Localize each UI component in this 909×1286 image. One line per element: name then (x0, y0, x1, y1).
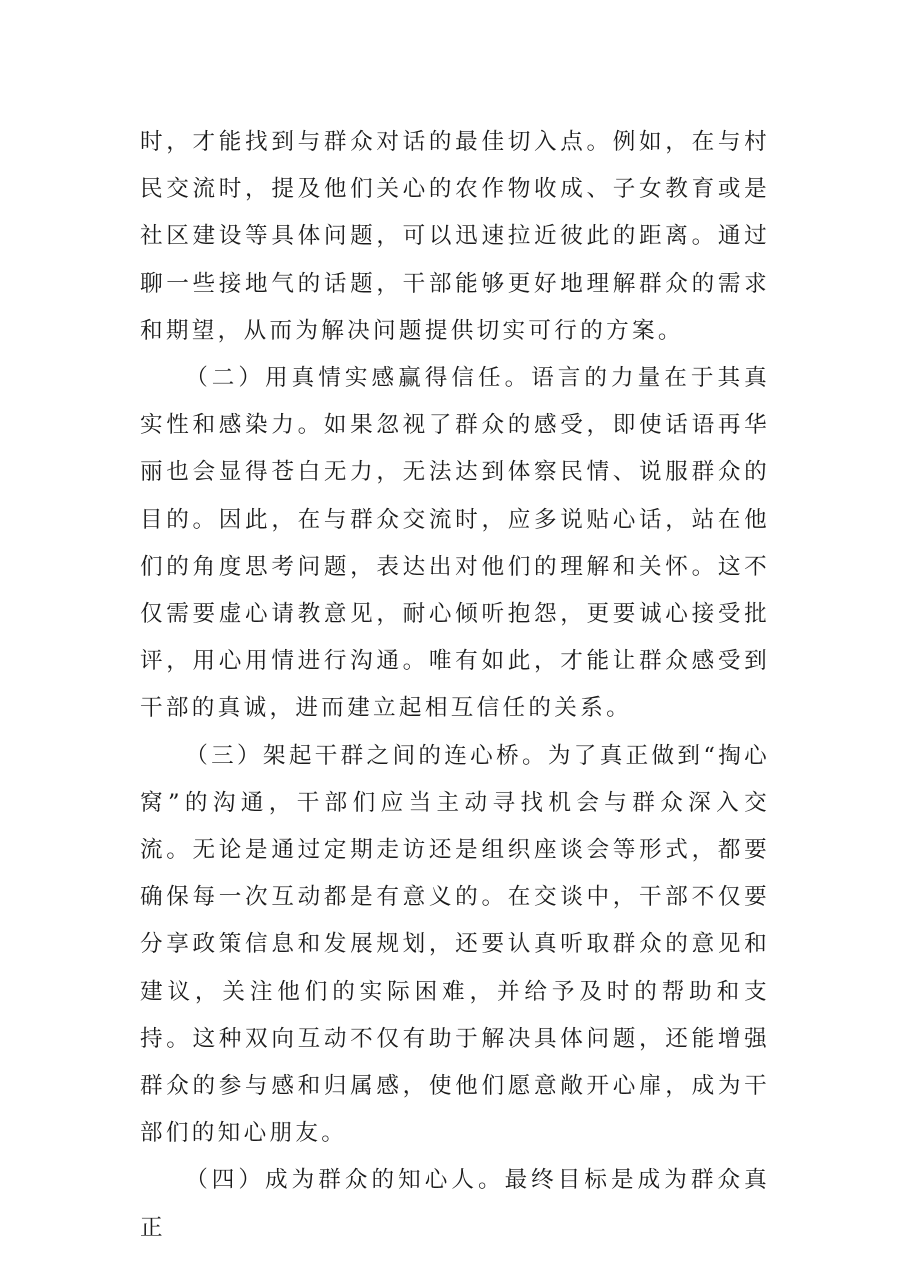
paragraph-continuation: 时，才能找到与群众对话的最佳切入点。例如，在与村民交流时，提及他们关心的农作物收成、子女教育或是社区建设等具体问题，可以迅速拉近彼此的距离。通过聊一些接地气的话题，干部能够更好地理解群众的需求和期望，从而为解决问题提供切实可行的方案。 (140, 129, 770, 344)
paragraph-section-2: （二）用真情实感赢得信任。语言的力量在于其真实性和感染力。如果忽视了群众的感受，即使话语再华丽也会显得苍白无力，无法达到体察民情、说服群众的目的。因此，在与群众交流时，应多说贴心话，站在他们的角度思考问题，表达出对他们的理解和关怀。这不仅需要虚心请教意见，耐心倾听抱怨，更要诚心接受批评，用心用情进行沟通。唯有如此，才能让群众感受到干部的真诚，进而建立起相互信任的关系。 (140, 365, 770, 722)
paragraph-section-3: （三）架起干群之间的连心桥。为了真正做到“掏心窝”的沟通，干部们应当主动寻找机会与群众深入交流。无论是通过定期走访还是组织座谈会等形式，都要确保每一次互动都是有意义的。在交谈中，干部不仅要分享政策信息和发展规划，还要认真听取群众的意见和建议，关注他们的实际困难，并给予及时的帮助和支持。这种双向互动不仅有助于解决具体问题，还能增强群众的参与感和归属感，使他们愿意敞开心扉，成为干部们的知心朋友。 (140, 742, 770, 1147)
document-body (140, 119, 770, 1252)
paragraph-section-4: （四）成为群众的知心人。最终目标是成为群众真正 (140, 1167, 770, 1241)
